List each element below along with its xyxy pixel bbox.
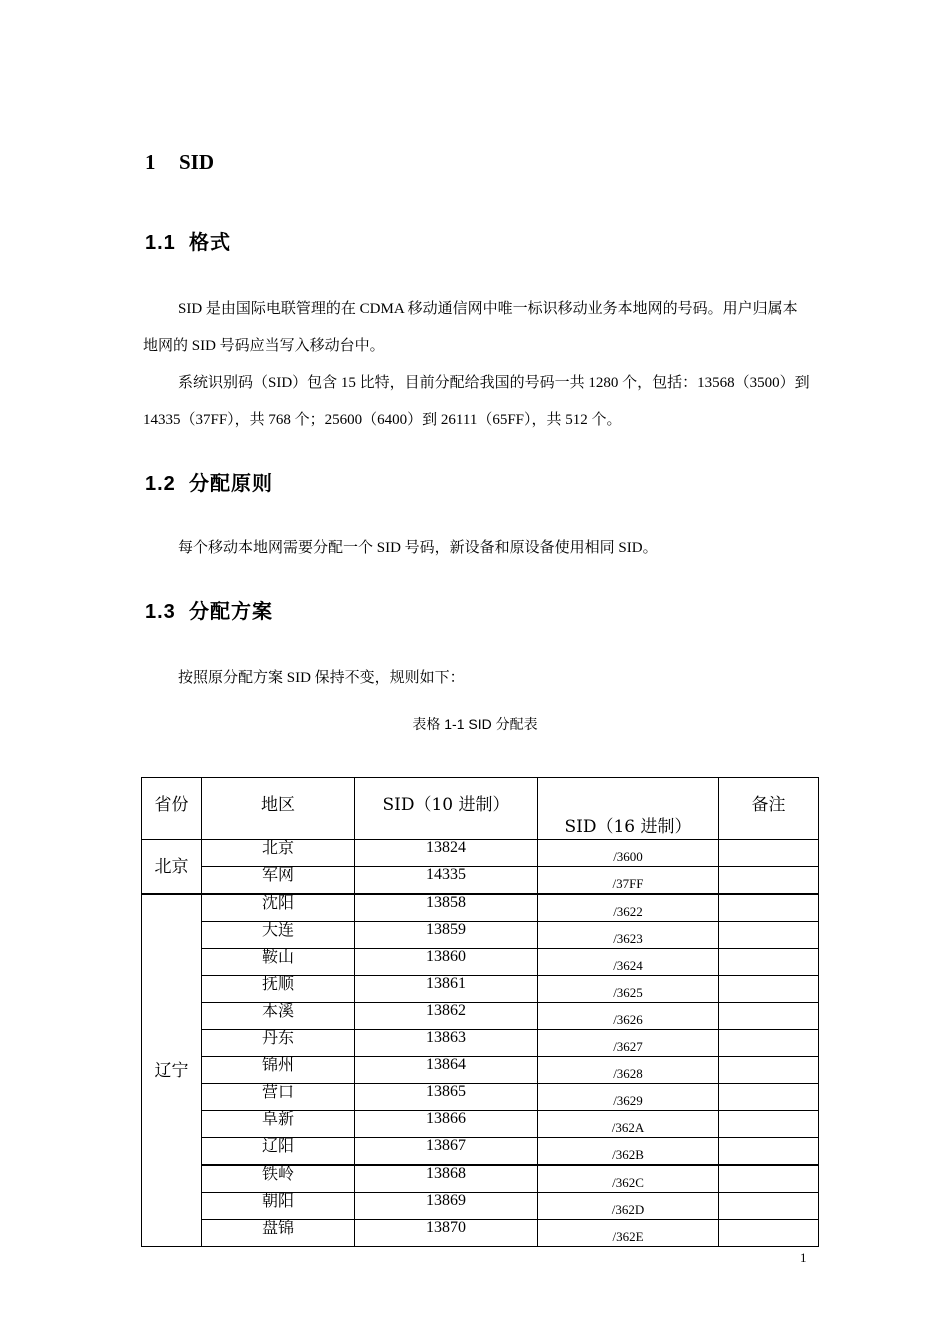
- header-sid-decimal: SID（10 进制）: [355, 778, 538, 840]
- table-row: [142, 922, 819, 949]
- region-cell: 锦州: [202, 1057, 355, 1084]
- province-cell: 辽宁: [142, 894, 202, 1247]
- sid-decimal-cell: 13824: [355, 840, 538, 867]
- region-cell: 沈阳: [202, 894, 355, 922]
- note-cell: [719, 1003, 819, 1030]
- sid-hex-cell: /362B: [538, 1138, 719, 1166]
- principle-paragraph: 每个移动本地网需要分配一个 SID 号码，新设备和原设备使用相同 SID。: [178, 540, 658, 556]
- note-cell: [719, 867, 819, 895]
- table-row: [142, 867, 819, 895]
- header-sid-hex: SID（16 进制）: [538, 778, 719, 840]
- sid-decimal-cell: 14335: [355, 867, 538, 895]
- sid-hex-cell: /3626: [538, 1003, 719, 1030]
- note-cell: [719, 1220, 819, 1247]
- note-cell: [719, 1165, 819, 1193]
- sid-hex-cell: /362C: [538, 1165, 719, 1193]
- table-header-row: [142, 778, 819, 840]
- note-cell: [719, 1111, 819, 1138]
- sid-decimal-cell: 13862: [355, 1003, 538, 1030]
- table-row: [142, 1003, 819, 1030]
- heading-1-number: 1: [145, 150, 156, 174]
- note-cell: [719, 1057, 819, 1084]
- note-cell: [719, 840, 819, 867]
- sid-decimal-cell: 13859: [355, 922, 538, 949]
- format-paragraph-1: SID 是由国际电联管理的在 CDMA 移动通信网中唯一标识移动业务本地网的号码。用户归属本地网的 SID 号码应当写入移动台中。: [143, 301, 798, 354]
- region-cell: 北京: [202, 840, 355, 867]
- region-cell: 阜新: [202, 1111, 355, 1138]
- note-cell: [719, 894, 819, 922]
- sid-allocation-table: [141, 777, 819, 1247]
- sid-hex-cell: /362A: [538, 1111, 719, 1138]
- sid-hex-cell: /3628: [538, 1057, 719, 1084]
- sid-decimal-cell: 13867: [355, 1138, 538, 1166]
- note-cell: [719, 1030, 819, 1057]
- header-note: 备注: [719, 778, 819, 840]
- table-row: [142, 1057, 819, 1084]
- region-cell: 铁岭: [202, 1165, 355, 1193]
- table-row: [142, 976, 819, 1003]
- sid-hex-cell: /3622: [538, 894, 719, 922]
- sid-decimal-cell: 13866: [355, 1111, 538, 1138]
- header-province: 省份: [142, 778, 202, 840]
- sid-decimal-cell: 13868: [355, 1165, 538, 1193]
- scheme-paragraph: 按照原分配方案 SID 保持不变，规则如下：: [178, 670, 465, 686]
- page-number: 1: [800, 1250, 807, 1265]
- section-1-2-heading: [145, 467, 273, 496]
- region-cell: 鞍山: [202, 949, 355, 976]
- table-row: [142, 1111, 819, 1138]
- section-1-3-number: 1.3: [145, 601, 176, 623]
- sid-hex-cell: /3627: [538, 1030, 719, 1057]
- region-cell: 军网: [202, 867, 355, 895]
- sid-decimal-cell: 13870: [355, 1220, 538, 1247]
- section-1-1-title: 格式: [189, 232, 231, 254]
- sid-hex-cell: /3623: [538, 922, 719, 949]
- note-cell: [719, 1193, 819, 1220]
- region-cell: 辽阳: [202, 1138, 355, 1166]
- section-1-3-heading: [145, 595, 273, 624]
- region-cell: 本溪: [202, 1003, 355, 1030]
- region-cell: 营口: [202, 1084, 355, 1111]
- heading-1: [145, 150, 214, 175]
- sid-hex-cell: /3600: [538, 840, 719, 867]
- province-cell: 北京: [142, 840, 202, 895]
- heading-1-title: SID: [179, 150, 215, 174]
- region-cell: 抚顺: [202, 976, 355, 1003]
- section-1-1-number: 1.1: [145, 232, 176, 254]
- sid-decimal-cell: 13863: [355, 1030, 538, 1057]
- note-cell: [719, 949, 819, 976]
- table-row: [142, 1138, 819, 1166]
- table-row: [142, 1165, 819, 1193]
- sid-hex-cell: /362E: [538, 1220, 719, 1247]
- format-paragraph-2: 系统识别码（SID）包含 15 比特，目前分配给我国的号码一共 1280 个，包括：13568（3500）到 14335（37FF），共 768 个；25600（6400）到 26111（65FF），共 512 个。: [143, 375, 810, 428]
- region-cell: 盘锦: [202, 1220, 355, 1247]
- table-row: [142, 840, 819, 867]
- sid-decimal-cell: 13864: [355, 1057, 538, 1084]
- table-row: [142, 894, 819, 922]
- sid-decimal-cell: 13865: [355, 1084, 538, 1111]
- note-cell: [719, 922, 819, 949]
- region-cell: 朝阳: [202, 1193, 355, 1220]
- sid-hex-cell: /37FF: [538, 867, 719, 895]
- sid-decimal-cell: 13861: [355, 976, 538, 1003]
- sid-hex-cell: /362D: [538, 1193, 719, 1220]
- sid-decimal-cell: 13860: [355, 949, 538, 976]
- header-region: 地区: [202, 778, 355, 840]
- note-cell: [719, 976, 819, 1003]
- section-1-2-number: 1.2: [145, 473, 176, 495]
- region-cell: 丹东: [202, 1030, 355, 1057]
- sid-hex-cell: /3624: [538, 949, 719, 976]
- table-row: [142, 1030, 819, 1057]
- table-row: [142, 949, 819, 976]
- region-cell: 大连: [202, 922, 355, 949]
- sid-decimal-cell: 13869: [355, 1193, 538, 1220]
- note-cell: [719, 1084, 819, 1111]
- section-1-1-heading: [145, 226, 231, 255]
- note-cell: [719, 1138, 819, 1166]
- sid-decimal-cell: 13858: [355, 894, 538, 922]
- sid-hex-cell: /3629: [538, 1084, 719, 1111]
- section-1-3-title: 分配方案: [189, 601, 273, 623]
- table-row: [142, 1084, 819, 1111]
- table-caption: 表格 1-1 SID 分配表: [412, 716, 538, 732]
- section-1-2-title: 分配原则: [189, 473, 273, 495]
- table-row: [142, 1220, 819, 1247]
- sid-hex-cell: /3625: [538, 976, 719, 1003]
- table-row: [142, 1193, 819, 1220]
